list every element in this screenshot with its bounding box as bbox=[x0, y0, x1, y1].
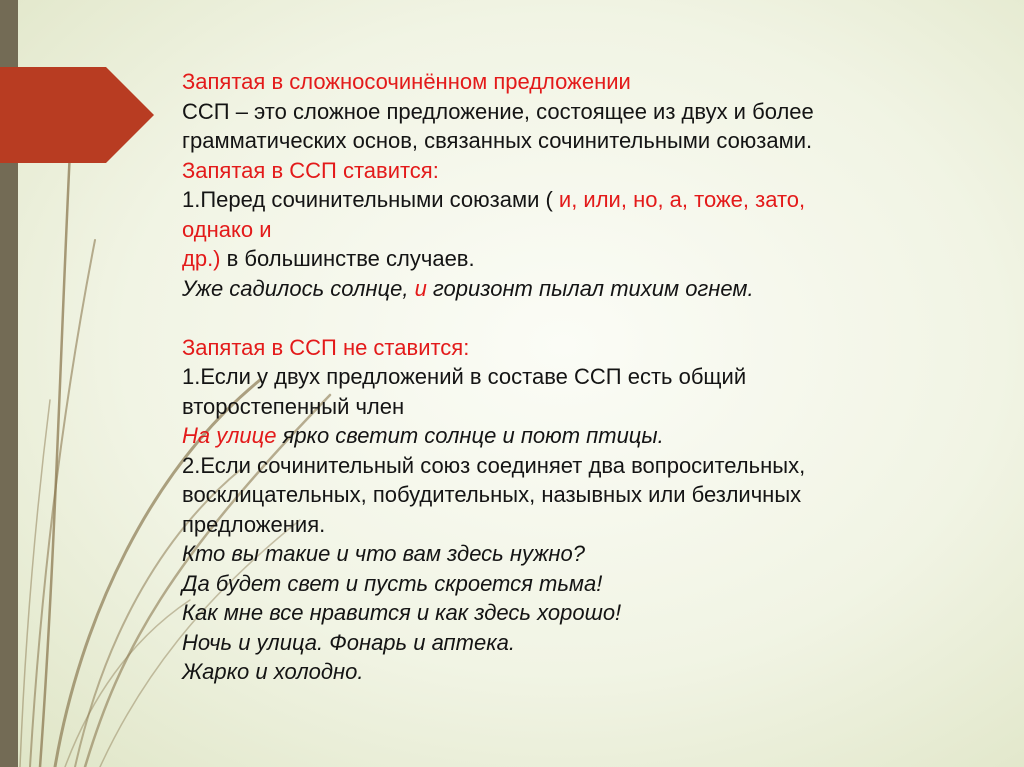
rule-3-line-1: 2.Если сочинительный союз соединяет два вопросительных, bbox=[182, 452, 806, 478]
spacer bbox=[182, 303, 962, 333]
rule-2-line-2: второстепенный член bbox=[182, 393, 405, 419]
example-7: Жарко и холодно. bbox=[182, 659, 364, 684]
conjunction-list: и, или, но, а, тоже, зато, bbox=[558, 187, 806, 212]
section-title-1: Запятая в сложносочинённом предложении bbox=[182, 69, 631, 94]
rule-1-suffix: в большинстве случаев. bbox=[220, 246, 475, 271]
example-1 bbox=[182, 274, 962, 304]
red-arrow-icon bbox=[0, 67, 154, 163]
slide-content bbox=[182, 67, 962, 687]
definition-line-1: ССП – это сложное предложение, состоящее из двух и более bbox=[182, 98, 814, 124]
example-1-part-a: Уже садилось солнце, bbox=[182, 275, 415, 301]
rule-3-line-3: предложения. bbox=[182, 511, 326, 537]
rule-1-line bbox=[182, 185, 962, 215]
rule-2-line-1: 1.Если у двух предложений в составе ССП есть общий bbox=[182, 364, 747, 389]
example-2-highlight: На улице bbox=[182, 423, 277, 448]
example-6: Ночь и улица. Фонарь и аптека. bbox=[182, 629, 515, 655]
example-1-conjunction: и bbox=[414, 275, 427, 301]
rule-1-text: 1.Перед сочинительными союзами ( bbox=[182, 187, 559, 212]
conjunction-list-cont: однако и bbox=[182, 216, 272, 242]
rule-1-line-end bbox=[182, 244, 962, 274]
example-5: Как мне все нравится и как здесь хорошо! bbox=[182, 600, 622, 625]
example-1-part-b: горизонт пылал тихим огнем. bbox=[426, 275, 754, 301]
rule-heading-no-comma: Запятая в ССП не ставится: bbox=[182, 334, 470, 360]
definition-line-2: грамматических основ, связанных сочинительными союзами. bbox=[182, 128, 813, 153]
conjunction-list-end: др.) bbox=[182, 246, 221, 271]
example-3: Кто вы такие и что вам здесь нужно? bbox=[182, 541, 585, 566]
rule-3-line-2: восклицательных, побудительных, назывных или безличных bbox=[182, 482, 802, 507]
example-2-rest: ярко светит солнце и поют птицы. bbox=[276, 423, 664, 448]
example-4: Да будет свет и пусть скроется тьма! bbox=[182, 570, 603, 596]
example-2 bbox=[182, 421, 962, 451]
rule-heading-comma: Запятая в ССП ставится: bbox=[182, 157, 439, 183]
